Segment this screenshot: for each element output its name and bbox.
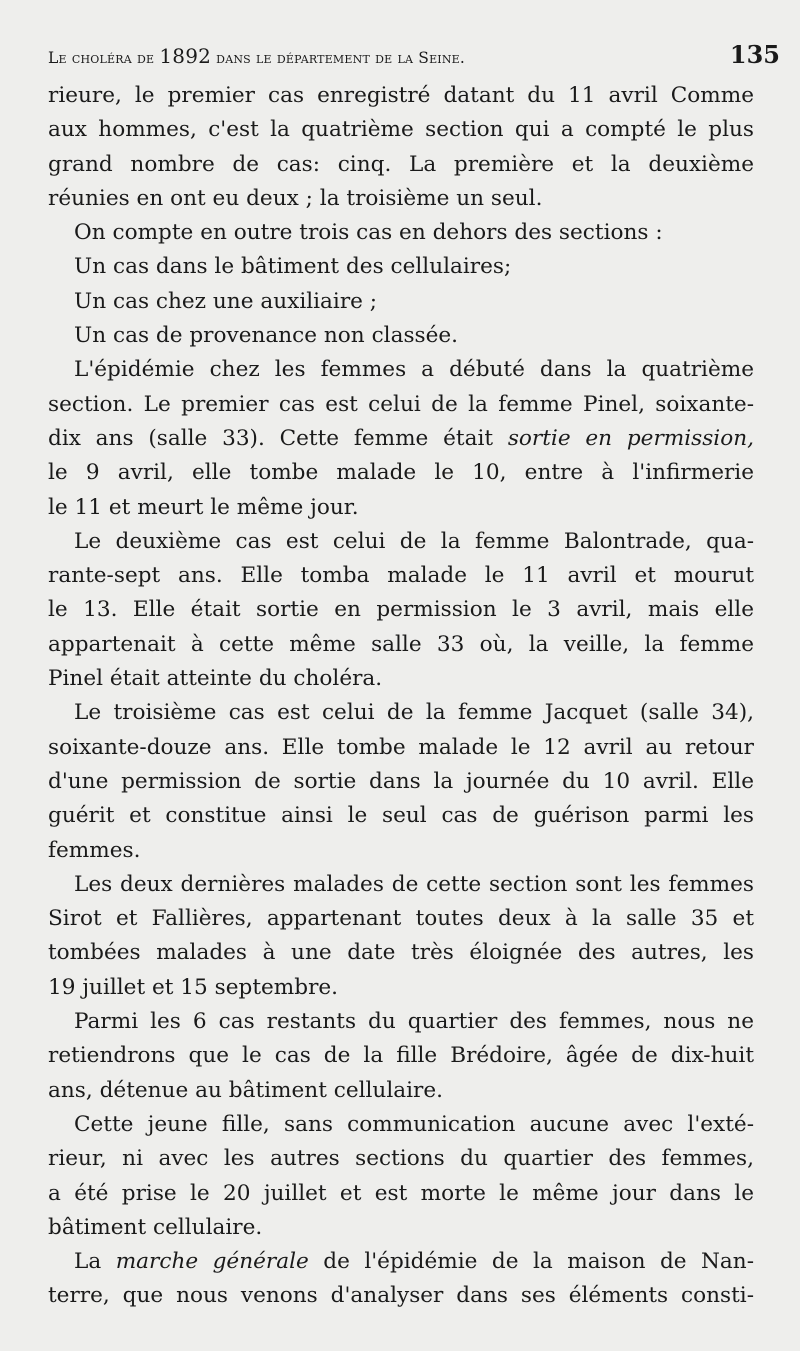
running-title-year: 1892 [159, 44, 212, 68]
page-number: 135 [729, 40, 780, 69]
text-line-content: Parmi les 6 cas restants du quartier des femmes, nous ne [74, 1009, 754, 1035]
text-line [48, 1245, 754, 1279]
text-line-content: Un cas de provenance non classée. [74, 323, 459, 349]
text-line [48, 113, 754, 147]
body-text [48, 79, 754, 1314]
text-line [48, 525, 754, 559]
text-line-content: le 9 avril, elle tombe malade le 10, entre à l'infirmerie [48, 460, 754, 486]
text-line-content: femmes. [48, 837, 141, 863]
text-line [48, 936, 754, 970]
text-line-content: appartenait à cette même salle 33 où, la veille, la femme [48, 631, 754, 657]
text-line-content: tombées malades à une date très éloignée des autres, les [48, 940, 754, 966]
text-line [48, 456, 754, 490]
text-line-content: rieure, le premier cas enregistré datant du 11 avril Comme [48, 83, 754, 108]
text-line-content: ans, détenue au bâtiment cellulaire. [48, 1077, 443, 1103]
text-line [48, 353, 754, 387]
text-line-content: 19 juillet et 15 septembre. [48, 974, 339, 1000]
text-line-content: Pinel était atteinte du choléra. [48, 666, 383, 692]
text-line [48, 628, 754, 662]
page-header [48, 40, 780, 76]
text-line [48, 799, 754, 833]
text-line-content: réunies en ont eu deux ; la troisième un seul. [48, 185, 543, 211]
text-line-content: Les deux dernières malades de cette section sont les femmes [74, 871, 754, 897]
text-line-content: guérit et constitue ainsi le seul cas de guérison parmi les [48, 803, 754, 829]
text-line-italic: sortie en permission, [507, 425, 754, 451]
text-line [48, 1177, 754, 1211]
text-line [48, 971, 754, 1005]
text-line-content: Cette jeune fille, sans communication aucune avec l'exté- [74, 1111, 754, 1137]
text-line [48, 765, 754, 799]
text-line-content: a été prise le 20 juillet et est morte le même jour dans le [48, 1180, 754, 1206]
text-line-content: Le troisième cas est celui de la femme Jacquet (salle 34), [74, 700, 754, 726]
text-line-content: retiendrons que le cas de la fille Brédoire, âgée de dix-huit [48, 1043, 754, 1069]
text-line [48, 696, 754, 730]
text-line [48, 250, 754, 284]
text-line [48, 1108, 754, 1142]
text-line-content: Sirot et Fallières, appartenant toutes deux à la salle 35 et [48, 906, 754, 932]
text-line-content: On compte en outre trois cas en dehors des sections : [74, 220, 663, 246]
text-line [48, 319, 754, 353]
text-line [48, 285, 754, 319]
text-line [48, 388, 754, 422]
text-line-content: section. Le premier cas est celui de la femme Pinel, soixante- [48, 391, 754, 417]
text-line-content: dix ans (salle 33). Cette femme était [48, 425, 508, 451]
text-line [48, 1074, 754, 1108]
text-line [48, 422, 754, 456]
text-line [48, 491, 754, 525]
text-line [48, 1211, 754, 1245]
text-line [48, 834, 754, 868]
text-line-content: Un cas dans le bâtiment des cellulaires; [74, 254, 512, 280]
text-line-content: d'une permission de sortie dans la journée du 10 avril. Elle [48, 768, 754, 794]
text-line-content: le 13. Elle était sortie en permission le 3 avril, mais elle [48, 597, 754, 623]
text-line-content: L'épidémie chez les femmes a débuté dans la quatrième [74, 357, 754, 383]
text-line [48, 1005, 754, 1039]
text-line-italic: marche générale [115, 1249, 309, 1275]
text-line-content: rieur, ni avec les autres sections du quartier des femmes, [48, 1146, 754, 1172]
text-line [48, 1039, 754, 1073]
text-line-content: rante-sept ans. Elle tomba malade le 11 avril et mourut [48, 563, 754, 589]
text-line [48, 559, 754, 593]
running-title-after: dans le département de la Seine. [211, 49, 466, 67]
text-line [48, 902, 754, 936]
text-line-content: Le deuxième cas est celui de la femme Balontrade, qua- [74, 528, 754, 554]
text-line [48, 182, 754, 216]
running-title-before: Le choléra de [48, 49, 160, 67]
text-line [48, 731, 754, 765]
text-line-content: La [74, 1249, 116, 1275]
text-line [48, 1142, 754, 1176]
text-line-content: le 11 et meurt le même jour. [48, 494, 359, 520]
text-line-after: de l'épidémie de la maison de Nan- [308, 1249, 754, 1275]
text-line [48, 216, 754, 250]
text-line-content: grand nombre de cas: cinq. La première et la deuxième [48, 151, 754, 177]
text-line-content: bâtiment cellulaire. [48, 1214, 263, 1240]
text-line [48, 148, 754, 182]
text-line [48, 1279, 754, 1313]
text-line [48, 868, 754, 902]
running-title [48, 44, 465, 68]
text-line-content: soixante-douze ans. Elle tombe malade le 12 avril au retour [48, 734, 754, 760]
text-line [48, 593, 754, 627]
text-line-content: terre, que nous venons d'analyser dans ses éléments consti- [48, 1283, 754, 1309]
text-line-content: Un cas chez une auxiliaire ; [74, 288, 378, 314]
text-line [48, 79, 754, 113]
text-line [48, 662, 754, 696]
text-line-content: aux hommes, c'est la quatrième section qui a compté le plus [48, 117, 754, 143]
